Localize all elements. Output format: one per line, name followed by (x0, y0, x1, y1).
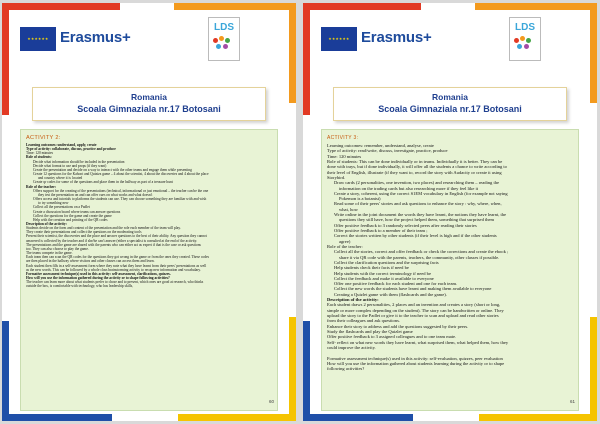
text-line: Time: 120 minutes (327, 153, 362, 159)
corner-bar-top-left (2, 3, 120, 10)
header-logos (14, 17, 284, 67)
text-line: Decide what format to use and props (if they want) (33, 163, 107, 168)
text-line: Formative assessment technique(s) used in this activity: self-evaluation, quizzes, peer evaluation (327, 355, 503, 361)
text-line: Create the presentation and decide on a way to interact with the other teams and engage them while presenting (33, 167, 192, 172)
eu-flag-icon: ★★★★★★ (321, 27, 357, 51)
text-line: How will you use the information gathered during the activity or to shape following activities? (26, 276, 170, 280)
text-line: information on the trading cards but also researching more if they feel like it (339, 185, 479, 191)
text-line: Creating a Quizlet game with them (flashcards and the game). (334, 291, 447, 297)
text-line: as the new words. This can be followed by a whole class brainstorming activity to recap new information and vocabulary. (26, 267, 201, 272)
text-line: Present their scientist, the discoveries and the place and answer questions to the best of their ability. Any question they cannot (26, 234, 207, 239)
erasmus-plus-logo: Erasmus+ (60, 29, 131, 46)
corner-bar-right-bottom (289, 317, 296, 421)
corner-bar-left-top (2, 3, 9, 115)
text-line: Students decide on the form and content of the presentation and the role each member of the team will play. (26, 226, 181, 231)
lds-logo-text: LDS (515, 22, 535, 33)
text-line: their level of English, illustrate (if they want to, record the story with Audacity or create it using (327, 169, 502, 175)
text-line: answered is collected by the teacher and if she/he can't answer (either a specialist is consulted at the end of the activity. (26, 238, 198, 243)
text-line: Create a story, coherent, using the correct S1EM vocabulary in English (for example not saying (334, 190, 508, 196)
text-line: outside the box, is comfortable with technology, who has leadership skills, (26, 284, 134, 289)
text-line: Help students check their facts if need be (334, 265, 409, 271)
text-line: they test the presentation on and can offer cues on what works and what doesn't (38, 192, 153, 197)
text-line: Create a discussion board where teams can answer questions (33, 209, 121, 214)
activity-content (321, 129, 579, 411)
text-line: Formative assessment technique(s) used in this activity: self-assessment, clarifications, quizzes. (26, 271, 171, 276)
page-right (303, 3, 597, 421)
text-line: The presentations and the game are shared with the parents who can either act as expert if that is the case or ask questions (26, 242, 201, 247)
corner-bar-top-left (303, 3, 421, 10)
text-line: upload the story to the Padlet or give it to the teacher to scan and upload and read other stories (327, 313, 499, 318)
school-title-box (333, 87, 567, 121)
text-line: Collect the clarification questions and the surprising facts (334, 259, 439, 265)
activity-content (20, 129, 278, 411)
corner-bar-right-bottom (590, 317, 597, 421)
text-line: Collect the questions for the game and create the game (33, 213, 112, 218)
corner-bar-right-top (590, 3, 597, 103)
text-line: to try something new (38, 201, 69, 206)
text-line: Collect all the stories, correct and offer feedback or check the corrections and create the ebook ; (334, 249, 509, 255)
text-line: Type of activity: collaborate, discuss, practice and produce (26, 147, 116, 152)
text-line: Each student then fills in a self-assessment form where they note what they have learnt from their peers' presentations as well (26, 263, 207, 268)
text-line: Offer positive feedback to 3 randomly selected peers after reading their stories (334, 222, 477, 228)
activity-title: ACTIVITY 2: (26, 135, 61, 141)
text-line: Role of the teacher: (26, 184, 57, 189)
corner-bar-top-right (174, 3, 296, 10)
text-line: from their colleagues and ask questions. (327, 318, 400, 324)
activity-text (26, 143, 272, 288)
text-line: Role of students: (26, 155, 52, 160)
text-line: Type of activity: read/write, discuss, investigate, practice, produce (327, 148, 448, 154)
text-line: following activities? (327, 366, 365, 372)
corner-bar-top-right (475, 3, 597, 10)
corner-bar-left-bottom (303, 321, 310, 421)
text-line: Description of the activity: (26, 221, 67, 226)
school-name: Scoala Gimnaziala nr.17 Botosani (77, 104, 221, 114)
country-title: Romania (131, 92, 167, 102)
text-line: Role of students: This can be done individually or in teams. Individually it is better. They can be (327, 158, 503, 164)
text-line: too. They can also choose to play the game. (26, 246, 89, 251)
text-line: They create their presentations and collect the questions on the moderating tools (26, 230, 142, 235)
text-line: Self- reflect on what new words they have learnt, what surprised them, what helped them, how they (327, 339, 509, 345)
page-left (2, 3, 296, 421)
corner-bar-bottom-left (2, 414, 112, 421)
text-line: Time: 120 minutes (26, 151, 54, 156)
text-line: How will you use the information gathered about students learning during the activity or to shape (327, 360, 505, 366)
erasmus-plus-logo: Erasmus+ (361, 29, 432, 46)
text-line: Enhance their story to address and add the questions suggested by their peers. (327, 323, 469, 329)
corner-bar-bottom-right (479, 414, 597, 421)
lds-people-icon (514, 36, 536, 50)
text-line: Offers access and tutorials to platforms the students can use. They can choose something they are familiar with and wish (33, 197, 207, 202)
lds-project-logo (509, 17, 541, 61)
eu-flag-icon: ★★★★★★ (20, 27, 56, 51)
header-logos (315, 17, 585, 67)
corner-bar-right-top (289, 3, 296, 103)
corner-bar-bottom-right (178, 414, 296, 421)
text-line: Role of the teacher: (327, 243, 363, 249)
text-line: Study the flashcards and play the Quizlet game (327, 328, 413, 334)
text-line: Decide what information should be included in the presentation (33, 159, 125, 164)
text-line: Offer one positive feedback for each student and one for each team. (334, 281, 458, 287)
country-title: Romania (432, 92, 468, 102)
corner-bar-left-bottom (2, 321, 9, 421)
text-line: Collect all the presentations on a Padlet (33, 205, 90, 210)
lds-logo-text: LDS (214, 22, 234, 33)
text-line: Read some of their peers' stories and ask questions to enhance the story : why, where, when, (334, 201, 502, 207)
text-line: Create 12 questions for the Kahoot and Quizizz game – 4 about the scientist, 4 about the discoveries and 4 about the place (33, 172, 209, 177)
school-title-box (32, 87, 266, 121)
text-line: Create qr codes for some of the questions and place them in the hallway as part of a treasure hunt (33, 180, 173, 185)
text-line: Learning outcomes: remember, understand, analyse, create (327, 143, 434, 148)
corner-bar-bottom-left (303, 414, 413, 421)
lds-people-icon (213, 36, 235, 50)
text-line: share it via QR code with the parents, teachers, the community, other classes if possible. (339, 254, 500, 260)
text-line: The teacher can learn more about what students prefer to chose and to present, which ones are good at research, who thinks (26, 280, 204, 285)
text-line: Correct the stories written by other students (if their level is high and if the other students (334, 233, 497, 239)
text-line: Collect the new words the students have learnt and making them available to everyone (334, 286, 492, 292)
text-line: could improve the activity. (327, 344, 376, 350)
page-number: 61 (569, 399, 575, 404)
lds-project-logo (208, 17, 240, 61)
text-line: Help students with the correct terminology if need be (334, 270, 431, 276)
text-line: Offer positive feedback to a member of their team ; (334, 228, 428, 233)
text-line: Help with the creation and printing of the QR codes (33, 217, 108, 222)
text-line: and country where it is located (38, 176, 83, 181)
text-line: agree) (339, 238, 351, 244)
text-line: questions they still have, how the project helped them, something that surprised them (339, 217, 495, 223)
text-line: Offers support for the creating of the presentations (technical, informational or just emotional – the teacher can be the one (33, 188, 209, 193)
text-line: Learning outcomes: understand, apply, create (26, 143, 97, 147)
text-line: Each team then can scan the QR codes for the questions they got wrong in the game or from the ones they created. These codes (26, 255, 210, 260)
text-line: Storybird. (327, 174, 346, 180)
school-name: Scoala Gimnaziala nr.17 Botosani (378, 104, 522, 114)
text-line: The teams compete in the game. (26, 251, 73, 256)
text-line: Pokemon is a botanist) (339, 196, 381, 202)
text-line: are then placed in the hallway where visitors and other classes can access them and learn. (26, 259, 155, 264)
text-line: Description of the activity: (327, 297, 379, 303)
text-line: what, how (339, 206, 358, 212)
text-line: Each student draws 2 personalities, 2 places and an invention and creates a story (short or long, (327, 302, 501, 308)
text-line: simple or more complex depending on the student). The story can be handwritten or online. They (327, 307, 504, 313)
text-line: Collect the feedback and make it available to everyone (334, 275, 434, 281)
text-line: Write online in the joint document the words they have learnt, the notions they have learnt, the (334, 212, 507, 218)
text-line: Offer positive feedback to 3 assigned colleagues and to one team mate. (327, 334, 457, 340)
activity-title: ACTIVITY 3: (327, 135, 359, 141)
text-line: Draw cards (2 personalities, one invention, two places) and researching them – reading the (334, 180, 500, 186)
corner-bar-left-top (303, 3, 310, 115)
activity-text (327, 143, 573, 371)
page-number: 60 (268, 399, 274, 404)
text-line: done with trays, but if done individually, it will offer all the students a chance to write according to (327, 164, 507, 170)
